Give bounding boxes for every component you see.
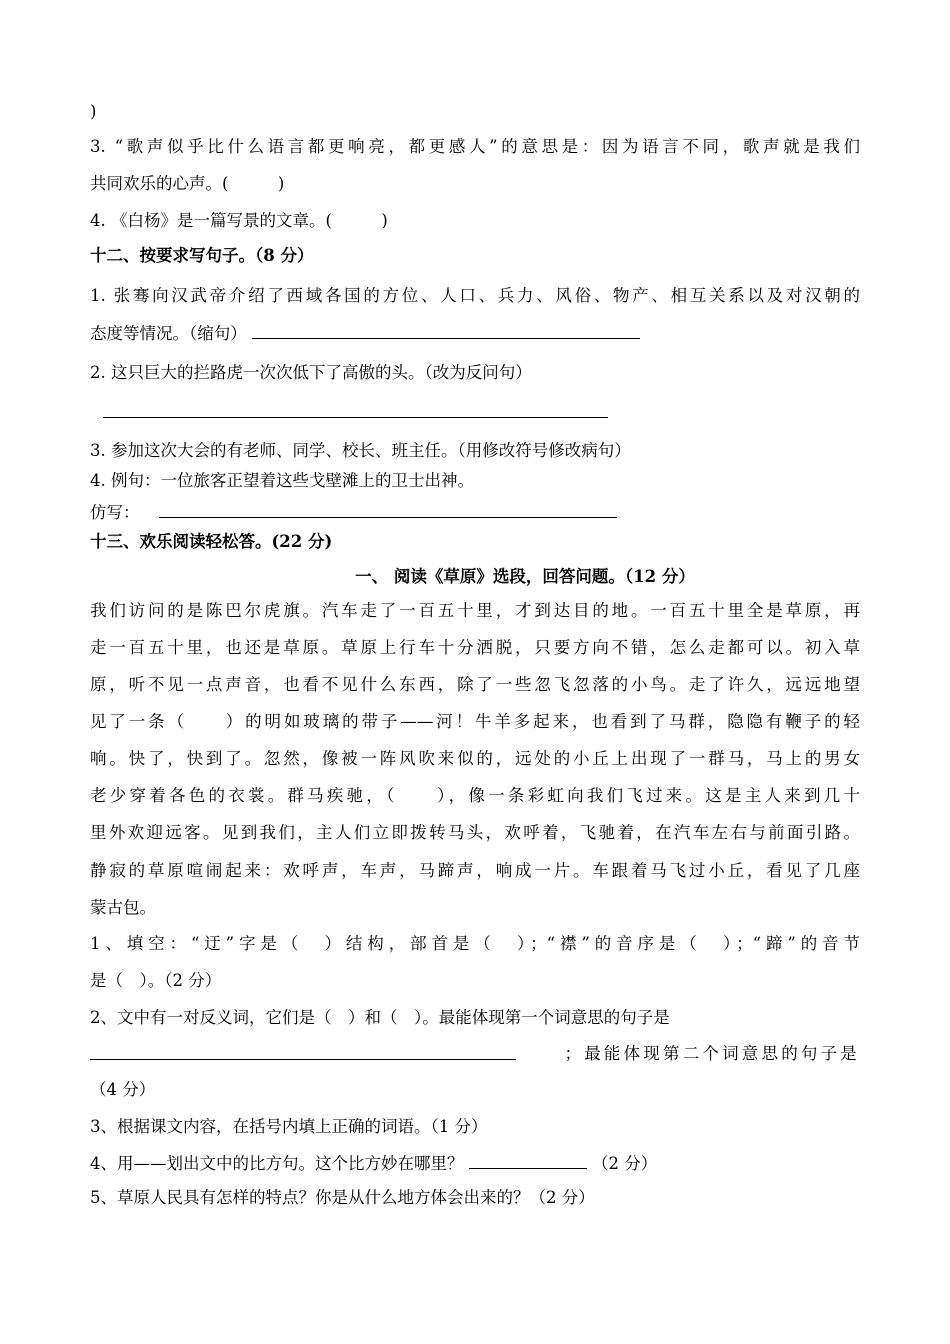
text-line: 4. 例句：一位旅客正望着这些戈壁滩上的卫士出神。 — [90, 471, 474, 490]
question-text: 态度等情况。（缩句） — [90, 324, 247, 343]
answer-blank[interactable] — [103, 417, 608, 418]
answer-blank[interactable] — [159, 501, 617, 518]
question-line: 是（ ）。（2 分） — [90, 971, 222, 990]
text-line: 3. “歌声似乎比什么语言都更响亮，都更感人”的意思是：因为语言不同，歌声就是我们 — [90, 137, 860, 156]
section-heading-12: 十二、按要求写句子。（8 分） — [90, 246, 314, 265]
passage-line: 原，听不见一点声音，也看不见什么东西，除了一些忽飞忽落的小鸟。走了许久，远远地望 — [90, 675, 860, 694]
question-line: （4 分） — [90, 1080, 156, 1099]
passage-line: 里外欢迎远客。见到我们，主人们立即拨转马头，欢呼着，飞驰着，在汽车左右与前面引路。 — [90, 823, 860, 842]
passage-line: 我们访问的是陈巴尔虎旗。汽车走了一百五十里，才到达目的地。一百五十里全是草原，再 — [90, 601, 860, 620]
question-text: 4、用——划出文中的比方句。这个比方妙在哪里？ — [90, 1154, 464, 1173]
answer-blank[interactable] — [90, 1043, 516, 1060]
text-line: 4. 《白杨》是一篇写景的文章。( ) — [90, 211, 388, 230]
text-line: ) — [90, 102, 97, 121]
passage-line: 走一百五十里，也还是草原。草原上行车十分洒脱，只要方向不错，怎么走都可以。初入草 — [90, 638, 860, 657]
text-line: 共同欢乐的心声。( ) — [90, 174, 285, 193]
passage-line: 蒙古包。 — [90, 898, 156, 917]
text-line: 1. 张骞向汉武帝介绍了西域各国的方位、人口、兵力、风俗、物产、相互关系以及对汉朝的 — [90, 286, 860, 305]
text-line — [90, 501, 860, 524]
passage-line: 响。快了，快到了。忽然，像被一阵风吹来似的，远处的小丘上出现了一群马，马上的男女 — [90, 749, 860, 768]
question-line — [90, 1152, 860, 1175]
question-line: 2、文中有一对反义词，它们是（ ）和（ ）。最能体现第一个词意思的句子是 — [90, 1008, 670, 1027]
text-line: 3. 参加这次大会的有老师、同学、校长、班主任。（用修改符号修改病句） — [90, 441, 631, 460]
passage-line: 静寂的草原喧闹起来：欢呼声，车声，马蹄声，响成一片。车跟着马飞过小丘，看见了几座 — [90, 861, 860, 880]
answer-blank[interactable] — [252, 322, 640, 339]
question-score: （2 分） — [592, 1154, 658, 1173]
passage-line: 老少穿着各色的衣裳。群马疾驰，（ ），像一条彩虹向我们飞过来。这是主人来到几十 — [90, 786, 860, 805]
question-line — [90, 1043, 860, 1066]
reading-subheading: 一、 阅读《草原》选段，回答问题。（12 分） — [355, 567, 695, 586]
question-line: 1、填空：“迂”字是（ ）结构，部首是（ ）；“襟”的音序是（ ）；“蹄”的音节 — [90, 934, 860, 953]
question-line: 5、草原人民具有怎样的特点？你是从什么地方体会出来的？（2 分） — [90, 1188, 595, 1207]
question-text: 仿写： — [90, 503, 140, 522]
section-heading-13: 十三、欢乐阅读轻松答。(22 分) — [90, 532, 333, 551]
text-line — [90, 322, 860, 345]
question-line: 3、根据课文内容，在括号内填上正确的词语。（1 分） — [90, 1117, 488, 1136]
text-line: 2. 这只巨大的拦路虎一次次低下了高傲的头。（改为反问句） — [90, 363, 532, 382]
question-text: ；最能体现第二个词意思的句子是 — [564, 1044, 860, 1063]
answer-blank[interactable] — [469, 1152, 587, 1169]
passage-line: 见了一条（ ）的明如玻璃的带子——河！牛羊多起来，也看到了马群，隐隐有鞭子的轻 — [90, 712, 860, 731]
